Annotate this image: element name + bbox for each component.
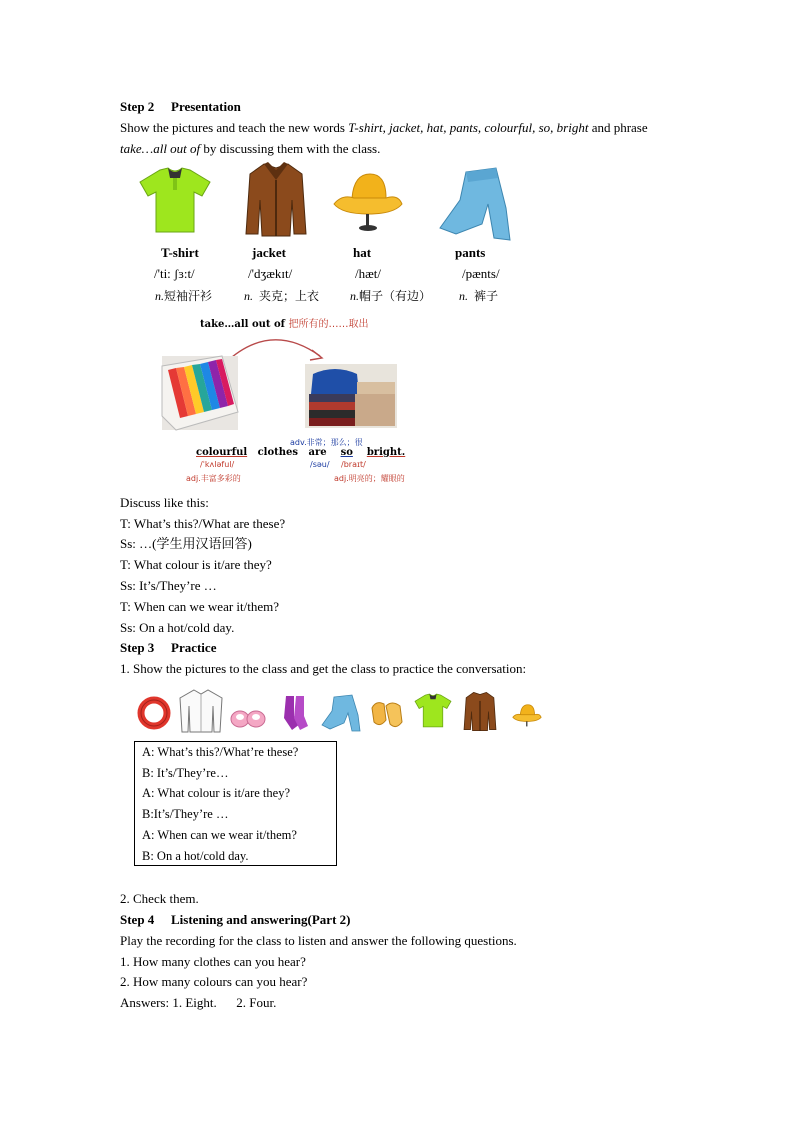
- discuss-line: Ss: …(学生用汉语回答): [120, 536, 252, 551]
- intro-text-rest: by discussing them with the class.: [200, 141, 381, 156]
- step3-instruction: 1. Show the pictures to the class and get the class to practice the conversation:: [120, 661, 527, 676]
- meaning-text: 夹克；上衣: [259, 289, 320, 303]
- intro-text-end: and phrase: [588, 120, 648, 135]
- pos-label: n.: [459, 289, 468, 303]
- hat-image: [332, 170, 404, 232]
- discuss-heading: Discuss like this:: [120, 495, 209, 510]
- intro-new-words: T-shirt, jacket, hat, pants, colourful, so, bright: [348, 120, 589, 135]
- sentence-word-are: are: [308, 447, 327, 458]
- discuss-line: T: What colour is it/are they?: [120, 557, 272, 572]
- discuss-line: T: What’s this?/What are these?: [120, 516, 286, 531]
- scarf-image: [138, 697, 170, 731]
- sentence-word-so: so: [340, 447, 353, 458]
- discuss-line: T: When can we wear it/them?: [120, 599, 280, 614]
- discuss-line: Ss: On a hot/cold day.: [120, 620, 235, 635]
- step4-title: Listening and answering(Part 2): [171, 912, 351, 927]
- vocab-ipa-hat: /hæt/: [355, 266, 382, 281]
- step3-number: Step 3: [120, 640, 155, 655]
- meaning-text: 裤子: [474, 289, 499, 303]
- vocab-meaning-hat: [350, 287, 431, 304]
- pants-image: [436, 164, 514, 242]
- step3-title: Practice: [171, 640, 217, 655]
- note-colourful: adj.丰富多彩的: [186, 474, 241, 483]
- jacket-image: [244, 160, 308, 238]
- step4-number: Step 4: [120, 912, 155, 927]
- step4-instruction: Play the recording for the class to listen and answer the following questions.: [120, 933, 517, 948]
- dialog-line: B:It’s/They’re …: [142, 807, 229, 821]
- socks-purple-image: [280, 694, 310, 732]
- gloves-image: [370, 698, 404, 732]
- so-note: adv.非常；那么；很: [290, 438, 363, 447]
- step2-number: Step 2: [120, 99, 155, 114]
- step2-heading: [120, 99, 241, 115]
- vocab-ipa-pants: /pænts/: [462, 266, 500, 281]
- socks-pink-image: [230, 703, 266, 731]
- hat-small-image: [512, 702, 542, 730]
- dialog-line: A: What’s this?/What’re these?: [142, 745, 299, 759]
- step2-intro-line2: [120, 141, 380, 157]
- discuss-line: Ss: It’s/They’re …: [120, 578, 217, 593]
- blouse-image: [178, 688, 224, 734]
- dialog-line: A: What colour is it/are they?: [142, 786, 290, 800]
- meaning-text: 帽子（有边）: [359, 289, 432, 303]
- pos-label: n.: [155, 289, 164, 303]
- meaning-text: 短袖汗衫: [164, 289, 213, 303]
- practice-dialog-box: [134, 741, 337, 866]
- step3-heading: [120, 640, 216, 656]
- step4-question: 2. How many colours can you hear?: [120, 974, 308, 989]
- intro-phrase: take…all out of: [120, 141, 201, 156]
- ipa-bright: /braɪt/: [341, 460, 366, 469]
- tshirt-small-image: [414, 692, 452, 730]
- ipa-so: /səu/: [310, 460, 330, 469]
- folded-clothes-pile-image: [305, 364, 397, 428]
- ipa-colourful: /ˈkʌləful/: [200, 460, 235, 469]
- step4-answers: Answers: 1. Eight. 2. Four.: [120, 995, 277, 1010]
- dialog-line: A: When can we wear it/them?: [142, 828, 297, 842]
- sentence-word-clothes: clothes: [257, 447, 299, 458]
- vocab-word-jacket: jacket: [252, 245, 286, 260]
- jacket-small-image: [463, 690, 497, 732]
- pants-small-image: [320, 693, 362, 733]
- step3-check: 2. Check them.: [120, 891, 199, 906]
- dialog-line: B: It’s/They’re…: [142, 766, 229, 780]
- phrase-chinese: 把所有的……取出: [288, 319, 369, 330]
- vocab-meaning-jacket: [244, 287, 319, 304]
- phrase-text: take…all out of: [200, 319, 285, 330]
- pos-label: n.: [350, 289, 359, 303]
- step4-heading: [120, 912, 350, 928]
- colourful-clothes-drawer-image: [162, 356, 238, 430]
- vocab-ipa-tshirt: /'ti: ʃɜ:t/: [154, 266, 195, 281]
- step2-intro-line1: [120, 120, 648, 136]
- pos-label: n.: [244, 289, 253, 303]
- vocab-word-tshirt: T-shirt: [161, 245, 199, 260]
- vocab-meaning-tshirt: [155, 287, 212, 304]
- dialog-line: B: On a hot/cold day.: [142, 849, 249, 863]
- tshirt-image: [138, 166, 212, 236]
- vocab-word-hat: hat: [353, 245, 372, 260]
- example-sentence: [196, 447, 405, 458]
- step2-title: Presentation: [171, 99, 241, 114]
- note-bright: adj.明亮的；耀眼的: [334, 474, 405, 483]
- step4-question: 1. How many clothes can you hear?: [120, 954, 306, 969]
- vocab-word-pants: pants: [455, 245, 486, 260]
- vocab-meaning-pants: [459, 287, 498, 304]
- sentence-word-colourful: colourful: [196, 447, 248, 458]
- vocab-ipa-jacket: /'dʒækɪt/: [248, 266, 293, 281]
- intro-text: Show the pictures and teach the new words: [120, 120, 349, 135]
- sentence-word-bright: bright.: [366, 447, 406, 458]
